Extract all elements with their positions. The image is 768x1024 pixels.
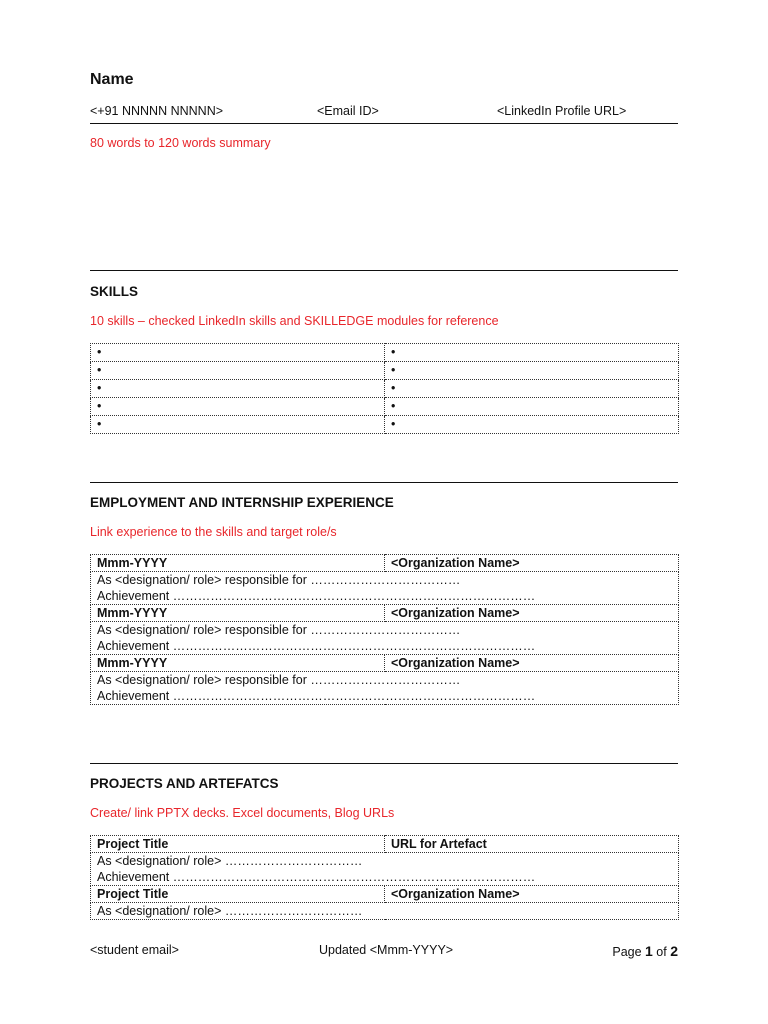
skill-cell: • [91, 416, 385, 434]
header-divider [90, 123, 678, 124]
page-total: 2 [670, 943, 678, 959]
job-date: Mmm-YYYY [91, 605, 385, 622]
projects-hint: Create/ link PPTX decks. Excel documents, Blog URLs [90, 806, 395, 820]
project-details [91, 903, 679, 920]
table-row [91, 555, 679, 572]
projects-table [90, 835, 679, 920]
job-details [91, 672, 679, 705]
job-organization: <Organization Name> [385, 605, 679, 622]
project-role-line: As <designation/ role> …………………………… [97, 854, 363, 868]
table-row [91, 572, 679, 605]
footer-page-number [612, 943, 678, 959]
job-role-line: As <designation/ role> responsible for ……………………………… [97, 673, 461, 687]
section-divider [90, 270, 678, 271]
job-achievement-line: Achievement …………………………………………………………………………… [97, 639, 536, 653]
contact-line [90, 104, 678, 122]
table-row [91, 362, 679, 380]
skill-cell: • [385, 362, 679, 380]
table-row [91, 836, 679, 853]
job-details [91, 622, 679, 655]
table-row [91, 655, 679, 672]
skills-hint: 10 skills – checked LinkedIn skills and SKILLEDGE modules for reference [90, 314, 499, 328]
project-details [91, 853, 679, 886]
table-row [91, 903, 679, 920]
employment-table [90, 554, 679, 705]
skill-cell: • [91, 398, 385, 416]
project-artefact-url: URL for Artefact [385, 836, 679, 853]
skill-cell: • [385, 344, 679, 362]
page-current: 1 [645, 943, 653, 959]
table-row [91, 886, 679, 903]
skills-table [90, 343, 679, 434]
page-label: Page [612, 945, 646, 959]
section-divider [90, 482, 678, 483]
table-row [91, 672, 679, 705]
page-footer [90, 943, 678, 961]
project-role-line: As <designation/ role> …………………………… [97, 904, 363, 918]
footer-student-email: <student email> [90, 943, 179, 957]
skills-heading: SKILLS [90, 284, 139, 299]
linkedin-placeholder: <LinkedIn Profile URL> [497, 104, 627, 118]
project-title: Project Title [91, 886, 385, 903]
project-achievement-line: Achievement …………………………………………………………………………… [97, 870, 536, 884]
table-row [91, 622, 679, 655]
table-row [91, 416, 679, 434]
email-placeholder: <Email ID> [317, 104, 379, 118]
job-role-line: As <designation/ role> responsible for ……………………………… [97, 623, 461, 637]
skill-cell: • [91, 362, 385, 380]
employment-heading: EMPLOYMENT AND INTERNSHIP EXPERIENCE [90, 495, 394, 510]
project-title: Project Title [91, 836, 385, 853]
job-organization: <Organization Name> [385, 655, 679, 672]
skill-cell: • [91, 344, 385, 362]
section-divider [90, 763, 678, 764]
table-row [91, 398, 679, 416]
project-organization: <Organization Name> [385, 886, 679, 903]
skill-cell: • [91, 380, 385, 398]
skill-cell: • [385, 398, 679, 416]
skill-cell: • [385, 380, 679, 398]
table-row [91, 853, 679, 886]
job-achievement-line: Achievement …………………………………………………………………………… [97, 689, 536, 703]
summary-hint: 80 words to 120 words summary [90, 136, 271, 150]
projects-heading: PROJECTS AND ARTEFATCS [90, 776, 279, 791]
job-role-line: As <designation/ role> responsible for ……………………………… [97, 573, 461, 587]
job-date: Mmm-YYYY [91, 555, 385, 572]
phone-placeholder: <+91 NNNNN NNNNN> [90, 104, 224, 118]
employment-hint: Link experience to the skills and target role/s [90, 525, 337, 539]
job-date: Mmm-YYYY [91, 655, 385, 672]
job-achievement-line: Achievement …………………………………………………………………………… [97, 589, 536, 603]
table-row [91, 380, 679, 398]
skill-cell: • [385, 416, 679, 434]
footer-updated-date: Updated <Mmm-YYYY> [319, 943, 454, 957]
job-organization: <Organization Name> [385, 555, 679, 572]
table-row [91, 605, 679, 622]
page-of-label: of [652, 945, 671, 959]
table-row [91, 344, 679, 362]
job-details [91, 572, 679, 605]
candidate-name: Name [90, 71, 134, 88]
